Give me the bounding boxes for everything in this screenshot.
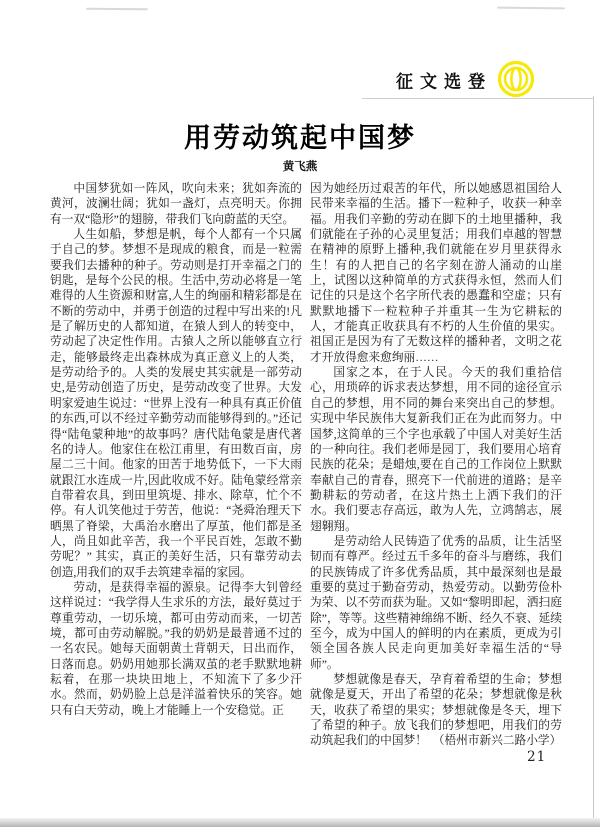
body-paragraph: 人生如船，梦想是帆，每个人都有一个只属于自己的梦。梦想不是现成的粮食，而是一粒需要我们去播种的种子。劳动则是打开幸福之门的钥匙，是每个公民的根。生活中,劳动必将是一笔难得的人生资源和财富,人生的绚丽和精彩都是在不断的劳动中，并勇于创造的过程中写出来的!凡是了解历史的人都知道，在猿人到人的转变中，劳动起了决定性作用。古猿人之所以能够直立行走，能够最终走出森林成为真正意义上的人类，是劳动给予的。人类的发展史其实就是一部劳动史,是劳动创造了历史，是劳动改变了世界。大发明家爱迪生说过：“世界上没有一种具有真正价值的东西,可以不经过辛勤劳动而能够得到的。”还记得“陆龟蒙种地”的故事吗？唐代陆龟蒙是唐代著名的诗人。他家住在松江甫里，有田数百亩，房屋二三十间。他家的田苦于地势低下，一下大雨就跟江水连成一片,因此收成不好。陆龟蒙经常亲自带着农具，到田里筑堤、排水、除草，忙个不停。有人讥笑他过于劳苦，他说：“尧舜治理天下晒黑了脊梁，大禹治水磨出了厚茧，他们都是圣人，尚且如此辛苦，我一个平民百姓，怎敢不勤劳呢？” 其实，真正的美好生活，只有靠劳动去创造,用我们的双手去筑建幸福的家园。 xyxy=(50,228,302,579)
section-header xyxy=(0,58,536,100)
trade-union-logo-icon xyxy=(496,59,536,99)
page-number: 21 xyxy=(527,749,547,765)
header-rule xyxy=(362,98,593,99)
article-body xyxy=(50,181,562,749)
section-badge-label: 征文选登 xyxy=(396,71,492,93)
body-paragraph: 是劳动给人民铸造了优秀的品质，让生活坚韧而有尊严。经过五千多年的奋斗与磨练，我们的民族铸成了许多优秀品质，其中最深刻也是最重要的莫过于勤奋劳动，热爱劳动。以勤劳俭朴为荣、以不劳而获为耻。又如“黎明即起，洒扫庭除”，等等。这些精神绵绵不断、经久不衰、延续至今，成为中国人的鲜明的内在素质，更成为引领全国各族人民走向更加美好幸福生活的“导师”。 xyxy=(310,534,562,671)
article-author: 黄飞燕 xyxy=(282,159,318,173)
scan-artifact-line xyxy=(497,7,565,10)
right-column xyxy=(310,181,562,749)
article-title: 用劳动筑起中国梦 xyxy=(184,123,416,154)
body-paragraph: 劳动，是获得幸福的源泉。记得李大钊曾经这样说过：“我学得人生求乐的方法，最好莫过于尊重劳动，一切乐境，都可由劳动而来，一切苦境，都可由劳动解脱。”我的奶奶是最普通不过的一名农民。她每天面朝黄土背朝天，日出而作，日落而息。奶奶用她那长满双茧的老手默默地耕耘着，在那一块块田地上，不知流下了多少汗水。然而，奶奶脸上总是洋溢着快乐的笑容。她只有白天劳动，晚上才能睡上一个安稳觉。正 xyxy=(50,580,302,717)
page-bottom-shadow xyxy=(0,818,600,827)
left-column xyxy=(50,181,302,749)
body-paragraph: 梦想就像是春天，孕育着希望的生命；梦想就像是夏天，开出了希望的花朵；梦想就像是秋天，收获了希望的果实；梦想就像是冬天，埋下了希望的种子。放飞我们的梦想吧，用我们的劳动筑起我们的中国梦！ （梧州市新兴二路小学） xyxy=(310,673,562,748)
page-edge-line xyxy=(593,96,594,821)
scan-artifact-line xyxy=(86,8,148,10)
body-paragraph: 国家之本，在于人民。今天的我们重拾信心，用琐碎的诉求表达梦想，用不同的途径宣示自己的梦想，用不同的舞台来突出自己的梦想。实现中华民族伟大复新我们正在为此而努力。中国梦,这简单的三个字也承载了中国人对美好生活的一种向往。我们老师是园丁，我们要用心培育民族的花朵；是蜡烛,要在自己的工作岗位上默默奉献自己的青春，照亮下一代前进的道路；是辛勤耕耘的劳动者，在这片热土上洒下我们的汗水。我们要志存高远，敢为人先，立鸿鹄志，展翅翱翔。 xyxy=(310,366,562,533)
body-paragraph: 因为她经历过艰苦的年代，所以她感恩祖国给人民带来幸福的生活。播下一粒种子，收获一种幸福。用我们辛勤的劳动在脚下的土地里播种，我们就能在子孙的心灵里复活；用我们卓越的智慧在精神的原野上播种,我们就能在岁月里获得永生！有的人把自己的名字刻在游人涌动的山崖上，试图以这种简单的方式获得永恒，然而人们记住的只是这个名字所代表的愚蠢和空虚；只有默默地播下一粒粒种子并重其一生为它耕耘的人，才能真正收获具有不朽的人生价值的果实。祖国正是因为有了无数这样的播种者，文明之花才开放得愈来愈绚丽…… xyxy=(310,182,562,364)
body-paragraph: 中国梦犹如一阵风，吹向未来；犹如奔流的黄河，波澜壮阔；犹如一盏灯，点亮明天。你拥有一双“隐形”的翅膀，带我们飞向蔚蓝的天空。 xyxy=(50,182,302,226)
